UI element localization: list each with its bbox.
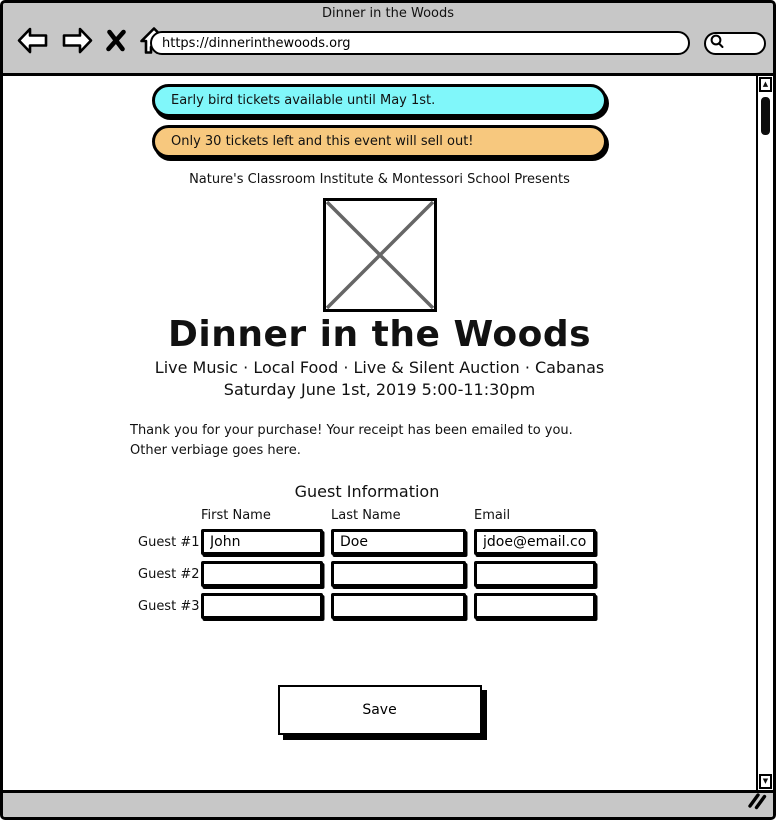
window-title: Dinner in the Woods (321, 6, 455, 21)
guest-table (138, 508, 596, 619)
guest-3-label: Guest #3 (138, 598, 200, 614)
back-button[interactable] (17, 26, 49, 59)
guest-2-label: Guest #2 (138, 566, 200, 582)
scroll-up-button[interactable] (759, 77, 772, 92)
guest-1-first-name-field[interactable] (201, 529, 323, 555)
confirmation-line-2: Other verbiage goes here. (130, 443, 301, 458)
guest-1-email-field[interactable] (474, 529, 596, 555)
vertical-scrollbar[interactable] (756, 76, 773, 790)
event-tagline: Live Music · Local Food · Live & Silent Auction · Cabanas (154, 358, 605, 377)
guest-3-last-name-field[interactable] (331, 593, 466, 619)
guest-information-section (138, 481, 596, 619)
close-button[interactable] (105, 28, 127, 57)
guest-2-last-name-field[interactable] (331, 561, 466, 587)
column-header-email: Email (474, 508, 511, 523)
forward-arrow-icon (61, 26, 93, 59)
column-header-first-name: First Name (201, 508, 271, 523)
event-title: Dinner in the Woods (167, 314, 592, 355)
guest-2-first-name-field[interactable] (201, 561, 323, 587)
scroll-down-icon: ▼ (762, 777, 769, 785)
back-arrow-icon (17, 26, 49, 59)
image-placeholder (323, 198, 437, 312)
save-button[interactable]: Save (278, 685, 482, 735)
presenter-line: Nature's Classroom Institute & Montessori School Presents (189, 172, 570, 187)
banner-early-bird (152, 84, 607, 117)
guest-3-first-name-field[interactable] (201, 593, 323, 619)
close-x-icon (105, 28, 127, 57)
guest-1-label: Guest #1 (138, 534, 200, 550)
page-content (3, 73, 773, 790)
scroll-up-icon: ▲ (762, 80, 769, 88)
column-header-last-name: Last Name (331, 508, 401, 523)
event-datetime: Saturday June 1st, 2019 5:00-11:30pm (223, 380, 536, 399)
scroll-down-button[interactable] (759, 774, 772, 789)
scrollbar-thumb[interactable] (761, 97, 770, 135)
confirmation-text (130, 421, 756, 461)
search-icon (709, 33, 726, 54)
banner-tickets-left (152, 125, 607, 158)
guest-3-email-field[interactable] (474, 593, 596, 619)
confirmation-line-1: Thank you for your purchase! Your receipt has been emailed to you. (130, 423, 573, 438)
banner-tickets-left-text: Only 30 tickets left and this event will sell out! (171, 134, 474, 149)
browser-toolbar (17, 25, 169, 59)
guest-information-heading: Guest Information (294, 482, 440, 501)
banner-early-bird-text: Early bird tickets available until May 1st. (171, 93, 436, 108)
guest-1-last-name-field[interactable] (331, 529, 466, 555)
resize-handle-icon[interactable] (747, 791, 767, 814)
search-input[interactable] (704, 32, 766, 55)
url-input[interactable] (150, 31, 690, 55)
forward-button[interactable] (61, 26, 93, 59)
guest-2-email-field[interactable] (474, 561, 596, 587)
window-status-bar (3, 790, 773, 817)
